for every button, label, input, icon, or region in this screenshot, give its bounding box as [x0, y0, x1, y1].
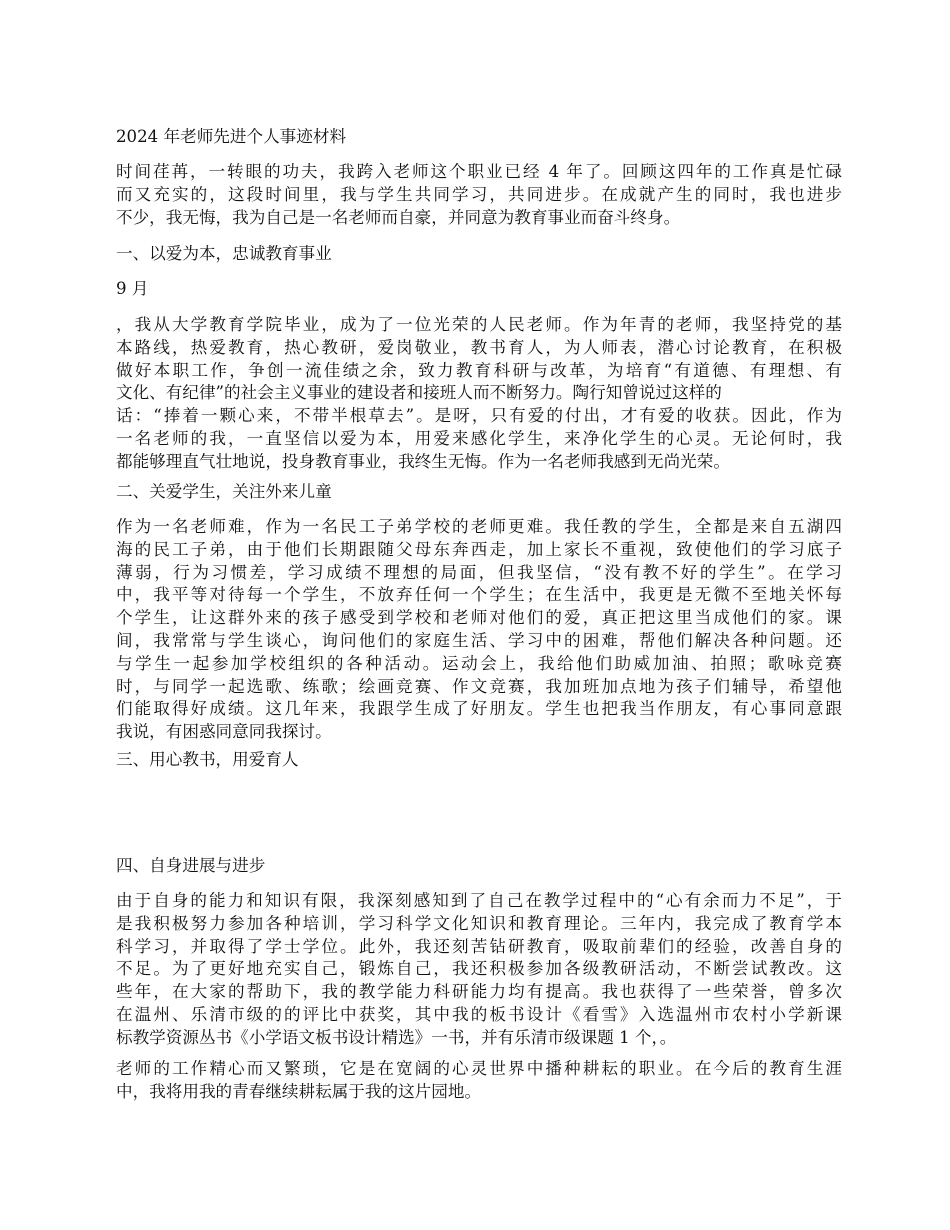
section1-date: 9 月	[116, 279, 149, 298]
paragraph-line: 老师的工作精心而又繁琐，它是在宽阔的心灵世界中播种耕耘的职业。在今后的教育生涯	[116, 1059, 842, 1078]
paragraph-line: 作为一名老师难，作为一名民工子弟学校的老师更难。我任教的学生，全都是来自五湖四	[116, 517, 842, 536]
paragraph-line: 科学习，并取得了学士学位。此外，我还刻苦钻研教育，吸取前辈们的经验，改善自身的	[116, 936, 842, 956]
section-heading-2: 二、关爱学生，关注外来儿童	[116, 482, 332, 501]
paragraph-line: 是我积极努力参加各种培训，学习科学文化知识和教育理论。三年内，我完成了教育学本	[116, 913, 842, 933]
paragraph-line: 不少，我无悔，我为自己是一名老师而自豪，并同意为教育事业而奋斗终身。	[116, 207, 681, 227]
paragraph-line: 标教学资源丛书《小学语文板书设计精选》一书，并有乐清市级课题 1 个，。	[116, 1027, 677, 1047]
paragraph-line: ，我从大学教育学院毕业，成为了一位光荣的人民老师。作为年青的老师，我坚持党的基	[116, 315, 842, 334]
paragraph-line: 时间荏苒，一转眼的功夫，我跨入老师这个职业已经 4 年了。回顾这四年的工作真是忙碌	[116, 162, 842, 181]
paragraph-line: 中，我将用我的青春继续耕耘属于我的这片园地。	[116, 1081, 482, 1101]
paragraph-line: 本路线，热爱教育，热心教研，爱岗敬业，教书育人，为人师表，潜心讨论教育，在积极	[116, 337, 842, 357]
paragraph-line: 些年，在大家的帮助下，我的教学能力科研能力均有提高。我也获得了一些荣誉，曾多次	[116, 982, 842, 1002]
paragraph-line: 与学生一起参加学校组织的各种活动。运动会上，我给他们助威加油、拍照；歌咏竞赛	[116, 653, 842, 673]
paragraph-line: 时，与同学一起选歌、练歌；绘画竞赛、作文竞赛，我加班加点地为孩子们辅导，希望他	[116, 676, 842, 696]
paragraph-line: 文化、有纪律”的社会主义事业的建设者和接班人而不断努力。陶行知曾说过这样的	[116, 383, 722, 403]
section2-paragraph	[116, 516, 842, 744]
paragraph-line: 不足。为了更好地充实自己，锻炼自己，我还积极参加各级教研活动，不断尝试教改。这	[116, 959, 842, 979]
paragraph-line: 而又充实的，这段时间里，我与学生共同学习，共同进步。在成就产生的同时，我也进步	[116, 184, 842, 204]
section1-paragraph	[116, 314, 842, 474]
paragraph-line: 间，我常常与学生谈心，询问他们的家庭生活、学习中的困难，帮他们解决各种问题。还	[116, 630, 842, 650]
paragraph-line: 个学生，让这群外来的孩子感受到学校和老师对他们的爱，真正把这里当成他们的家。课	[116, 608, 842, 628]
paragraph-line: 在温州、乐清市级的的评比中获奖，其中我的板书设计《看雪》入选温州市农村小学新课	[116, 1004, 842, 1024]
paragraph-line: 中，我平等对待每一个学生，不放弃任何一个学生；在生活中，我更是无微不至地关怀每	[116, 585, 842, 605]
section-heading-4: 四、自身进展与进步	[116, 856, 266, 875]
section-heading-3: 三、用心教书，用爱育人	[116, 750, 299, 769]
paragraph-line: 做好本职工作，争创一流佳绩之余，致力教育科研与改革，为培育“有道德、有理想、有	[116, 360, 842, 380]
paragraph-line: 们能取得好成绩。这几年来，我跟学生成了好朋友。学生也把我当作朋友，有心事同意跟	[116, 699, 842, 719]
closing-paragraph	[116, 1058, 842, 1104]
paragraph-line: 我说，有困惑同意同我探讨。	[116, 722, 332, 742]
section4-paragraph	[116, 890, 842, 1050]
paragraph-line: 都能够理直气壮地说，投身教育事业，我终生无悔。作为一名老师我感到无尚光荣。	[116, 451, 730, 471]
paragraph-line: 薄弱，行为习惯差，学习成绩不理想的局面，但我坚信，“没有教不好的学生”。在学习	[116, 562, 842, 582]
paragraph-line: 海的民工子弟，由于他们长期跟随父母东奔西走，加上家长不重视，致使他们的学习底子	[116, 539, 842, 559]
intro-paragraph	[116, 161, 842, 229]
paragraph-line: 话：“捧着一颗心来，不带半根草去”。是呀，只有爱的付出，才有爱的收获。因此，作为	[116, 406, 842, 426]
paragraph-line: 由于自身的能力和知识有限，我深刻感知到了自己在教学过程中的“心有余而力不足”，于	[116, 891, 842, 910]
paragraph-line: 一名老师的我，一直坚信以爱为本，用爱来感化学生，来净化学生的心灵。无论何时，我	[116, 428, 842, 448]
section-heading-1: 一、以爱为本，忠诚教育事业	[116, 244, 332, 263]
document-title: 2024 年老师先进个人事迹材料	[116, 127, 347, 146]
